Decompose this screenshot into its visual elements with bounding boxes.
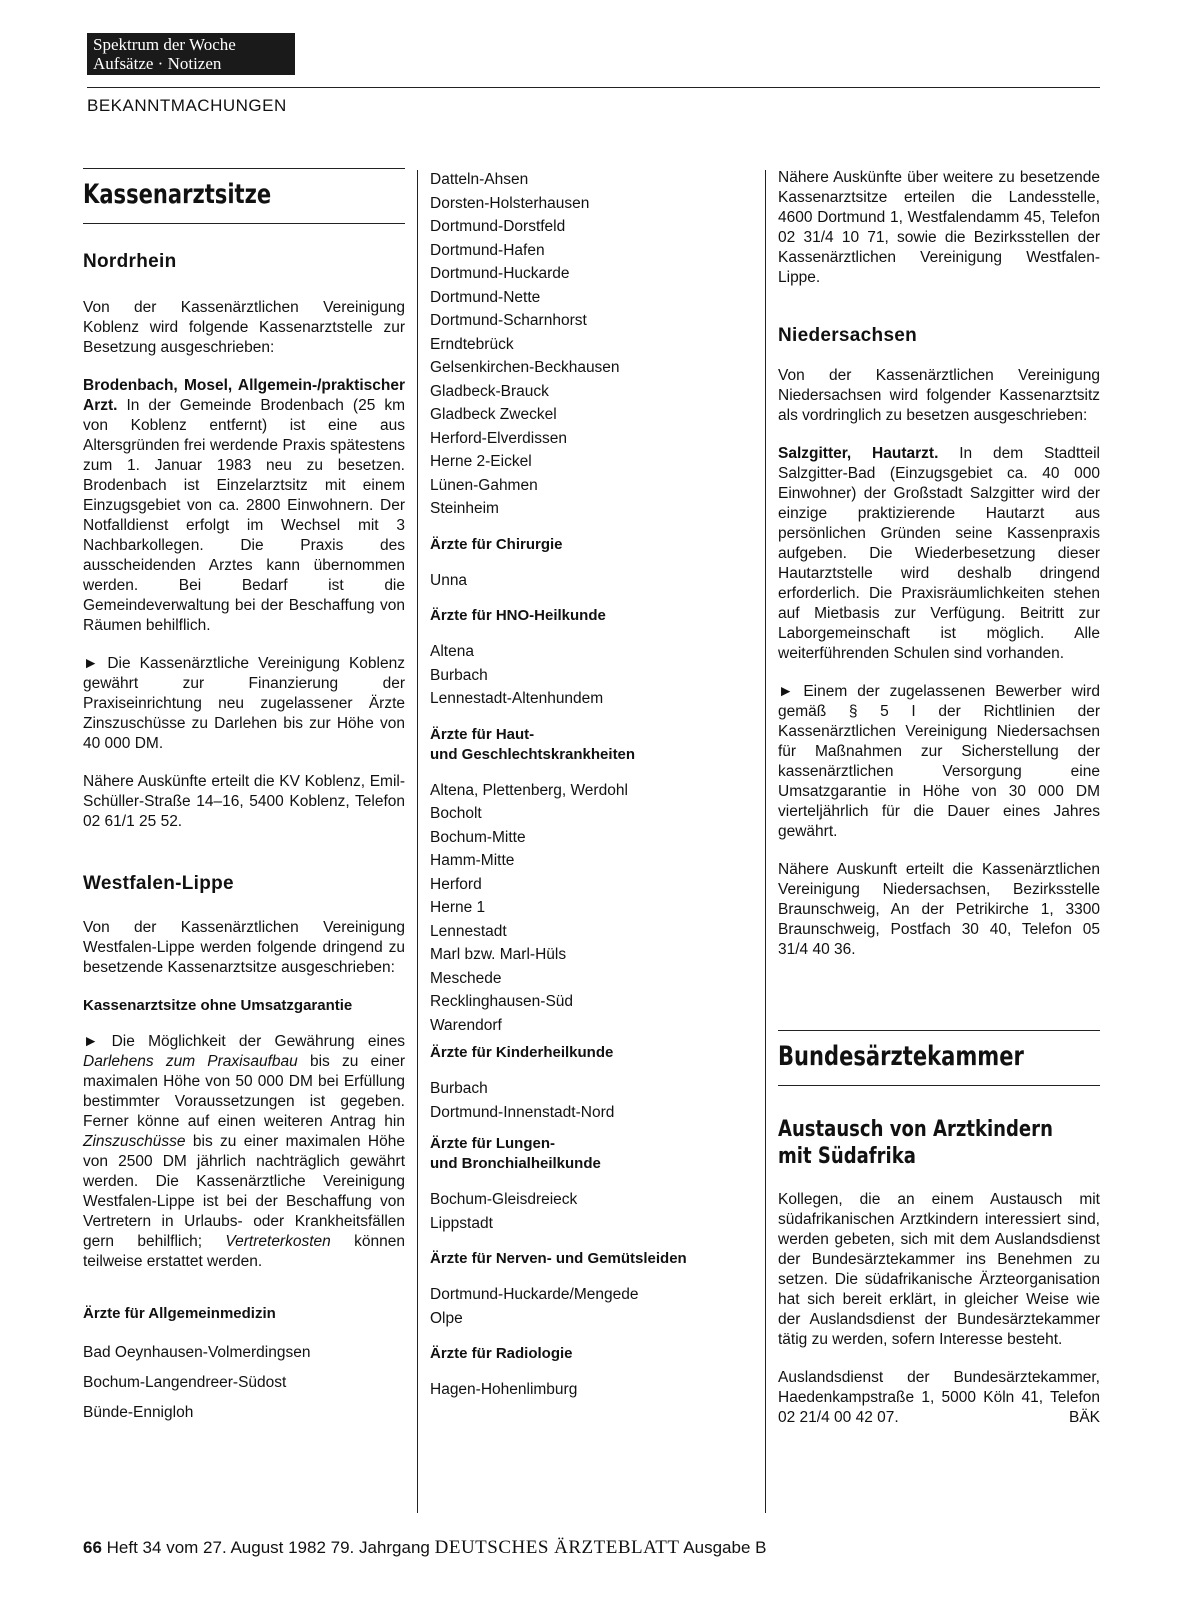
location-item: Altena — [430, 643, 474, 660]
header-rule — [87, 87, 1100, 88]
category-haut-line-1: Ärzte für Haut- — [430, 725, 535, 743]
column-1 — [83, 168, 405, 1428]
edition: Ausgabe B — [683, 1538, 767, 1557]
niedersachsen-note: ► Einem der zugelassenen Bewerber wird gemäß § 5 I der Richtlinien der Kassenärztlichen Vereinigung Niedersachsen für Maßnahmen zur Sicherstellung der kassenärztlichen Versorgung eine Umsatzgarantie in Höhe von 30 000 DM vierteljährlich für die Dauer eines Jahres gewährt. — [778, 683, 1100, 840]
title-block — [778, 1030, 1100, 1086]
location-item: Altena, Plettenberg, Werdohl — [430, 781, 628, 799]
bak-contact — [778, 1368, 1100, 1428]
article-title: Kassenarztsitze — [83, 179, 272, 210]
text-run: bis zu einer maximalen Höhe von 50 000 DM bei Erfüllung bestimmter Voraussetzungen ist gegeben. Ferner könne auf einen weiteren Antrag hin — [83, 1053, 405, 1130]
category-nerven: Ärzte für Nerven- und Gemütsleiden — [430, 1250, 687, 1267]
location-item: Bocholt — [430, 805, 482, 822]
location-item: Lippstadt — [430, 1214, 493, 1232]
niedersachsen-intro: Von der Kassenärztlichen Vereinigung Niedersachsen wird folgender Kassenarztsitz als vordringlich zu besetzen ausgeschrieben: — [778, 367, 1100, 424]
location-item: Erndtebrück — [430, 335, 514, 353]
column-2 — [430, 168, 735, 1402]
page-footer — [83, 1537, 766, 1559]
subhead-ohne-umsatzgarantie: Kassenarztsitze ohne Umsatzgarantie — [83, 997, 353, 1014]
location-item: Olpe — [430, 1309, 463, 1327]
category-kinderheilkunde: Ärzte für Kinderheilkunde — [430, 1044, 614, 1061]
text-run: ► Die Möglichkeit der Gewährung eines — [83, 1033, 405, 1050]
category-chirurgie: Ärzte für Chirurgie — [430, 535, 563, 553]
text-run-italic: Vertreterkosten — [225, 1233, 331, 1250]
location-item: Burbach — [430, 1080, 488, 1097]
westfalen-darlehen-paragraph — [83, 1032, 405, 1272]
location-item: Dortmund-Huckarde — [430, 265, 570, 282]
page-number: 66 — [83, 1538, 102, 1557]
text-run-italic: Darlehens zum Praxisaufbau — [83, 1053, 298, 1070]
location-item: Bad Oeynhausen-Volmerdingsen — [83, 1344, 311, 1361]
location-item: Herford-Elverdissen — [430, 429, 567, 447]
heading-niedersachsen: Niedersachsen — [778, 325, 918, 346]
category-haut-line-2: und Geschlechtskrankheiten — [430, 745, 636, 763]
location-item: Lünen-Gahmen — [430, 476, 538, 494]
location-list-allgemeinmedizin — [430, 168, 735, 521]
bak-contact-text: Auslandsdienst der Bundesärztekammer, Haedenkampstraße 1, 5000 Köln 41, Telefon 02 21/4 00 42 07. — [778, 1369, 1100, 1426]
text-run: bis zu einer maximalen Höhe von 2500 DM jährlich nachträglich gewährt werden. Die Kassenärztliche Vereinigung Westfalen-Lippe ist bei der Beschaffung von Vertretern in Urlaubs- oder Krankheitsfällen gern behilflich; — [83, 1133, 405, 1250]
magazine-name: DEUTSCHES ÄRZTEBLATT — [434, 1537, 680, 1558]
location-item: Steinheim — [430, 500, 499, 517]
bak-title: Bundesärztekammer — [778, 1041, 1024, 1072]
location-item: Herne 1 — [430, 899, 486, 916]
location-item: Dortmund-Nette — [430, 288, 541, 306]
header-line-1: Spektrum der Woche — [93, 35, 236, 54]
koblenz-note: ► Die Kassenärztliche Vereinigung Koblenz gewährt zur Finanzierung der Praxiseinrichtung neu zugelassener Ärzte Zinszuschüsse zu Darlehen bis zur Höhe von 40 000 DM. — [83, 655, 405, 752]
location-item: Lennestadt — [430, 922, 507, 940]
location-item: Gladbeck Zweckel — [430, 406, 557, 423]
location-item: Unna — [430, 571, 468, 589]
location-item: Burbach — [430, 666, 488, 684]
salzgitter-paragraph — [778, 444, 1100, 664]
location-item: Bünde-Ennigloh — [83, 1404, 194, 1421]
location-item: Warendorf — [430, 1016, 502, 1034]
location-item: Hagen-Hohenlimburg — [430, 1381, 578, 1398]
bak-text: Kollegen, die an einem Austausch mit südafrikanischen Arztkindern interessiert sind, werden gebeten, sich mit dem Auslandsdienst der Bundesärztekammer ins Benehmen zu setzen. Die südafrikanische Ärzteorganisation hat sich bereit erklärt, in gleicher Weise wie der Auslandsdienst der Bundesärztekammer tätig zu werden, sofern Interesse besteht. — [778, 1191, 1100, 1348]
column-3 — [778, 168, 1100, 1428]
location-item: Dorsten-Holsterhausen — [430, 194, 590, 212]
location-item: Dortmund-Innenstadt-Nord — [430, 1103, 615, 1121]
location-item: Bochum-Langendreer-Südost — [83, 1374, 287, 1391]
location-item: Bochum-Gleisdreieck — [430, 1191, 578, 1208]
category-radiologie: Ärzte für Radiologie — [430, 1345, 573, 1362]
location-item: Lennestadt-Altenhundem — [430, 690, 604, 707]
location-item: Dortmund-Dorstfeld — [430, 218, 566, 235]
nordrhein-intro: Von der Kassenärztlichen Vereinigung Koblenz wird folgende Kassenarztstelle zur Besetzung ausgeschrieben: — [83, 299, 405, 356]
issue-info: Heft 34 vom 27. August 1982 79. Jahrgang — [106, 1538, 430, 1557]
heading-nordrhein: Nordrhein — [83, 251, 177, 272]
section-label: BEKANNTMACHUNGEN — [87, 96, 287, 115]
header-box — [87, 33, 295, 75]
brodenbach-text: In der Gemeinde Brodenbach (25 km von Koblenz entfernt) ist eine aus Altersgründen frei werdende Praxis spätestens zum 1. Januar 1983 neu zu besetzen. Brodenbach ist Einzelarztsitz mit einem Einzugsgebiet von ca. 2800 Einwohnern. Der Notfalldienst erfolgt im Wechsel mit 3 Nachbarkollegen. Die Praxis des ausscheidenden Arztes kann übernommen werden. Bei Bedarf ist die Gemeindeverwaltung bei der Beschaffung von Räumen behilflich. — [83, 397, 405, 634]
location-item: Dortmund-Scharnhorst — [430, 312, 587, 329]
heading-westfalen-lippe: Westfalen-Lippe — [83, 873, 234, 894]
column-rule-1 — [417, 170, 418, 1513]
location-item: Dortmund-Hafen — [430, 241, 545, 259]
location-item: Hamm-Mitte — [430, 852, 515, 869]
category-hno: Ärzte für HNO-Heilkunde — [430, 607, 606, 624]
text-run-italic: Zinszuschüsse — [83, 1133, 186, 1150]
title-block — [83, 168, 405, 224]
location-item: Marl bzw. Marl-Hüls — [430, 946, 567, 963]
location-item: Herne 2-Eickel — [430, 453, 532, 470]
bak-subtitle-line-2: mit Südafrika — [778, 1144, 916, 1169]
westfalen-intro: Von der Kassenärztlichen Vereinigung Westfalen-Lippe werden folgende dringend zu besetzende Kassenarztsitze ausgeschrieben: — [83, 919, 405, 976]
salzgitter-lead: Salzgitter, Hautarzt. — [778, 445, 939, 462]
location-item: Herford — [430, 875, 482, 893]
header-line-2: Aufsätze · Notizen — [93, 54, 222, 73]
brodenbach-lead: Brodenbach, Mosel, Allgemein-/praktischer Arzt. — [83, 377, 405, 414]
koblenz-contact: Nähere Auskünfte erteilt die KV Koblenz, Emil-Schüller-Straße 14–16, 5400 Koblenz, Telefon 02 61/1 25 52. — [83, 773, 405, 830]
bak-subtitle-line-1: Austausch von Arztkindern — [778, 1117, 1053, 1142]
column-rule-2 — [765, 170, 766, 1513]
location-item: Bochum-Mitte — [430, 828, 526, 846]
category-lungen-line-1: Ärzte für Lungen- — [430, 1135, 555, 1152]
location-item: Recklinghausen-Süd — [430, 993, 574, 1010]
bak-signature: BÄK — [1068, 1409, 1100, 1426]
location-item: Gelsenkirchen-Beckhausen — [430, 359, 620, 376]
location-item: Datteln-Ahsen — [430, 171, 529, 188]
category-lungen-line-2: und Bronchialheilkunde — [430, 1155, 601, 1172]
westfalen-contact: Nähere Auskünfte über weitere zu besetzende Kassenarztsitze erteilen die Landesstelle, 4600 Dortmund 1, Westfalendamm 45, Telefon 02 31/4 10 71, sowie die Bezirksstellen der Kassenärztlichen Vereinigung Westfalen-Lippe. — [778, 169, 1100, 286]
salzgitter-text: In dem Stadtteil Salzgitter-Bad (Einzugsgebiet ca. 40 000 Einwohner) der Großstadt Salzgitter wird der einzige praktizierende Hautarzt aus persönlichen Gründen seine Kassenpraxis aufgeben. Die Wiederbesetzung dieser Hautarztstelle wird deshalb dringend erforderlich. Die Praxisräumlichkeiten stehen auf Mietbasis zur Verfügung. Beitritt zur Laborgemeinschaft ist möglich. Alle weiterführenden Schulen sind vorhanden. — [778, 445, 1100, 662]
location-item: Meschede — [430, 969, 502, 987]
category-allgemeinmedizin: Ärzte für Allgemeinmedizin — [83, 1305, 276, 1322]
location-item: Dortmund-Huckarde/Mengede — [430, 1286, 639, 1303]
location-item: Gladbeck-Brauck — [430, 382, 549, 400]
brodenbach-paragraph — [83, 376, 405, 636]
niedersachsen-contact: Nähere Auskunft erteilt die Kassenärztlichen Vereinigung Niedersachsen, Bezirksstelle Braunschweig, An der Petrikirche 1, 3300 Braunschweig, Postfach 30 40, Telefon 05 31/4 40 36. — [778, 861, 1100, 958]
text-run: können teilweise erstattet werden. — [83, 1233, 405, 1270]
